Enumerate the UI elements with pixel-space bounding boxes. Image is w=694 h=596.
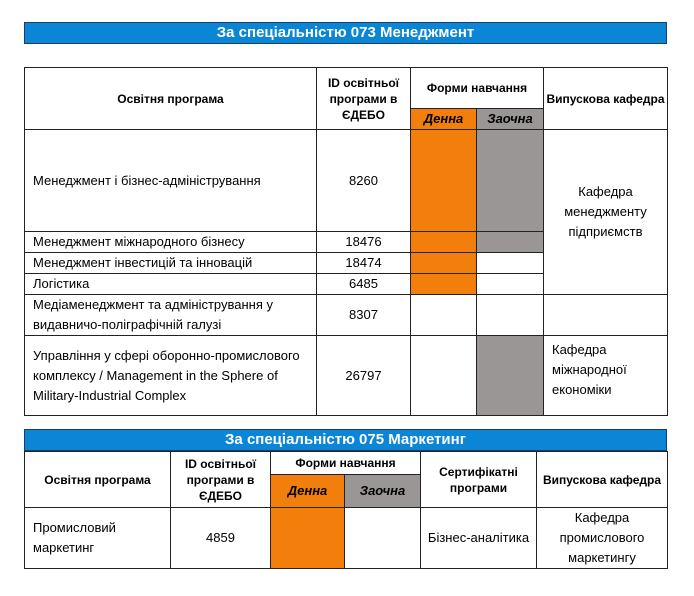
full-time-cell — [271, 508, 345, 569]
part-time-cell — [477, 295, 544, 336]
header-part-time: Заочна — [345, 475, 421, 508]
header-id: ID освітньої програми в ЄДЕБО — [317, 68, 411, 130]
section1-title: За спеціальністю 073 Менеджмент — [24, 22, 667, 44]
header-id: ID освітньої програми в ЄДЕБО — [171, 452, 271, 508]
header-certificates: Сертифікатні програми — [421, 452, 537, 508]
program-id: 18476 — [317, 232, 411, 253]
program-name: Менеджмент інвестицій та інновацій — [25, 253, 317, 274]
department-marketing: Кафедра промислового маркетингу — [537, 508, 668, 569]
section2-title: За спеціальністю 075 Маркетинг — [24, 429, 667, 451]
program-name: Медіаменеджмент та адміністрування у видавничо-поліграфічній галузі — [25, 295, 317, 336]
full-time-cell — [411, 295, 477, 336]
department-management: Кафедра менеджменту підприємств — [544, 130, 668, 295]
program-id: 8260 — [317, 130, 411, 232]
program-id: 8307 — [317, 295, 411, 336]
program-name: Логістика — [25, 274, 317, 295]
program-id: 4859 — [171, 508, 271, 569]
program-id: 6485 — [317, 274, 411, 295]
department-international: Кафедра міжнародної економіки — [544, 336, 668, 416]
department-empty — [544, 295, 668, 336]
header-full-time: Денна — [271, 475, 345, 508]
header-forms: Форми навчання — [411, 68, 544, 109]
full-time-cell — [411, 274, 477, 295]
program-name: Менеджмент і бізнес-адміністрування — [25, 130, 317, 232]
certificate-program: Бізнес-аналітика — [421, 508, 537, 569]
part-time-cell — [477, 232, 544, 253]
header-full-time: Денна — [411, 109, 477, 130]
header-part-time: Заочна — [477, 109, 544, 130]
full-time-cell — [411, 336, 477, 416]
program-name: Менеджмент міжнародного бізнесу — [25, 232, 317, 253]
header-department: Випускова кафедра — [537, 452, 668, 508]
part-time-cell — [345, 508, 421, 569]
program-name: Промисловий маркетинг — [25, 508, 171, 569]
header-department: Випускова кафедра — [544, 68, 668, 130]
part-time-cell — [477, 336, 544, 416]
program-id: 26797 — [317, 336, 411, 416]
part-time-cell — [477, 253, 544, 274]
management-programs-table — [24, 67, 668, 416]
full-time-cell — [411, 253, 477, 274]
full-time-cell — [411, 130, 477, 232]
header-forms: Форми навчання — [271, 452, 421, 475]
header-program: Освітня програма — [25, 68, 317, 130]
full-time-cell — [411, 232, 477, 253]
part-time-cell — [477, 130, 544, 232]
program-id: 18474 — [317, 253, 411, 274]
program-name: Управління у сфері оборонно-промислового комплексу / Management in the Sphere of Military-Industrial Complex — [25, 336, 317, 416]
marketing-programs-table — [24, 451, 668, 569]
part-time-cell — [477, 274, 544, 295]
header-program: Освітня програма — [25, 452, 171, 508]
